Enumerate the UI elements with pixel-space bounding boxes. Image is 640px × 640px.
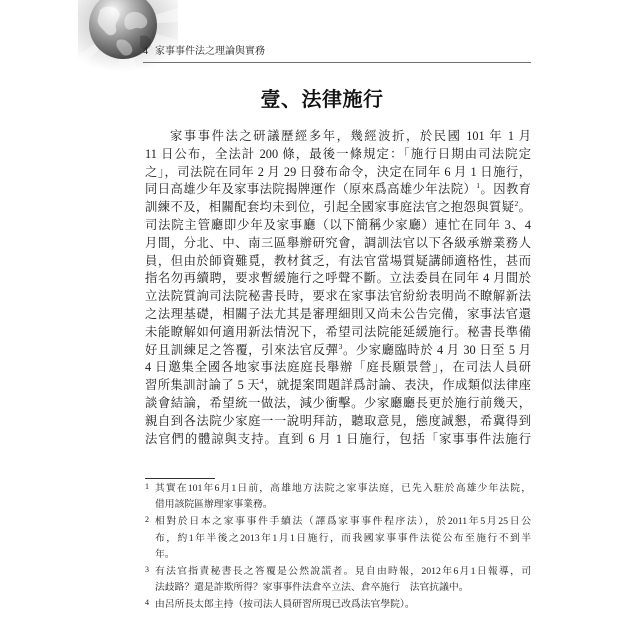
body-text: 之法理基礎，相關子法尤其是審理細則又尚未公告完備，家事法官還: [145, 306, 531, 321]
footnote-line: 借用該院區辦理家事業務。: [155, 499, 273, 511]
running-header: [143, 45, 265, 59]
body-line: [145, 181, 531, 199]
footnote: [145, 514, 531, 563]
body-line: [145, 342, 531, 360]
body-text: 員，但由於師資難覓，教材貧乏，有法官當場質疑講師適格性，甚而: [145, 253, 531, 268]
body-text: 。少家廳臨時於 4 月 30 日至 5 月: [342, 342, 531, 357]
footnote-line: 法歧路？還是詐欺所得？家事事件法倉卒立法、倉卒施行 法官抗議中。: [155, 582, 469, 594]
footnote-number: 4: [145, 598, 149, 608]
body-text: 11 日公布，全法計 200 條，最後一條規定：「施行日期由司法院定: [145, 146, 531, 161]
body-line: [145, 235, 531, 253]
footnote-reference: 4: [259, 377, 264, 387]
body-text: 立法院質詢司法院秘書長時，要求在家事法官紛紛表明尚不瞭解新法: [145, 289, 531, 304]
footnote-number: 1: [145, 482, 149, 491]
footnotes: [145, 481, 531, 615]
body-text: 。因教育: [480, 182, 531, 197]
footnote-line: 有法官指責秘書長之答覆是公然說謊者。見自由時報，2012年6月1日報導，司: [155, 566, 531, 578]
body-text: 。: [518, 200, 531, 215]
footnote-line: 布，約1年半後之2013年1月1日施行，而我國家事事件法從公布至施行不到半: [155, 532, 531, 544]
body-line: [145, 253, 531, 271]
footnote-separator: [145, 478, 215, 479]
section-title: 壹、法律施行: [260, 89, 384, 111]
body-text: 指名勿再續聘，要求暫緩施行之呼聲不斷。立法委員在同年 4 月間於: [145, 271, 531, 286]
body-line: [145, 128, 531, 146]
footnote: [145, 597, 531, 613]
body-line: [145, 359, 531, 377]
body-text: 之」，司法院在同年 2 月 29 日發布命令，決定在同年 6 月 1 日施行，: [145, 164, 531, 179]
footnote-line: 由呂所長太郎主持（按司法人員研習所現已改爲法官學院）。: [155, 599, 415, 611]
body-line: [145, 217, 531, 235]
footnote: [145, 481, 531, 514]
footnote-reference: 3: [338, 341, 343, 351]
body-line: [145, 164, 531, 182]
body-line: [145, 395, 531, 413]
body-text: 法官們的體諒與支持。直到 6 月 1 日施行，包括「家事事件法施行: [145, 431, 531, 446]
body-text: 未能瞭解如何適用新法情況下，希望司法院能延緩施行。秘書長準備: [145, 324, 531, 339]
body-text: 親自到各法院少家庭一一說明拜訪，聽取意見，態度誠懇，希冀得到: [145, 413, 531, 428]
footnote: [145, 564, 531, 597]
footnote-reference: 2: [514, 199, 519, 209]
body-text: 同日高雄少年及家事法院揭牌運作（原來爲高雄少年法院）: [145, 182, 477, 197]
body-text: 家事事件法之研議歷經多年，幾經波折，於民國 101 年 1 月: [170, 129, 531, 143]
body-text: ，就提案問題詳爲討論、表決，作成類似法律座: [263, 378, 531, 393]
footnote-reference: 1: [476, 181, 481, 191]
body-text: 司法院主管廳即少年及家事廳（以下簡稱少家廳）連忙在同年 3、4: [145, 217, 531, 232]
body-text: 好且訓練足之答覆，引來法官反彈: [145, 342, 339, 357]
body-line: [145, 413, 531, 431]
body-line: [145, 199, 531, 217]
header-rule: [143, 62, 531, 63]
footnote-number: 2: [145, 515, 149, 525]
body-paragraph: [145, 128, 531, 448]
footnote-line: 其實在101年6月1日前，高雄地方法院之家事法庭，已先入駐於高雄少年法院，: [155, 483, 531, 494]
body-text: 月間，分北、中、南三區舉辦研究會，調訓法官以下各級承辦業務人: [145, 235, 531, 250]
body-line: [145, 306, 531, 324]
body-line: [145, 146, 531, 164]
body-line: [145, 377, 531, 395]
body-text: 談會結論，希望統一做法，減少衝擊。少家廳廳長更於施行前幾天，: [145, 395, 531, 410]
body-line: [145, 324, 531, 342]
body-text: 訓練不及，相關配套均未到位，引起全國家事庭法官之抱怨與質疑: [145, 200, 515, 215]
footnote-number: 3: [145, 565, 149, 575]
footnote-line: 年。: [155, 548, 175, 560]
page-number: 4: [143, 46, 148, 57]
book-title: 家事事件法之理論與實務: [155, 46, 265, 57]
body-line: [145, 288, 531, 306]
body-line: [145, 431, 531, 449]
footnote-line: 相對於日本之家事事件手續法（譯爲家事事件程序法），於2011年5月25日公: [155, 516, 531, 528]
body-text: 4 日邀集全國各地家事法庭庭長舉辦「庭長願景營」，在司法人員研: [145, 360, 531, 375]
body-line: [145, 270, 531, 288]
body-text: 習所集訓討論了 5 天: [145, 378, 260, 393]
